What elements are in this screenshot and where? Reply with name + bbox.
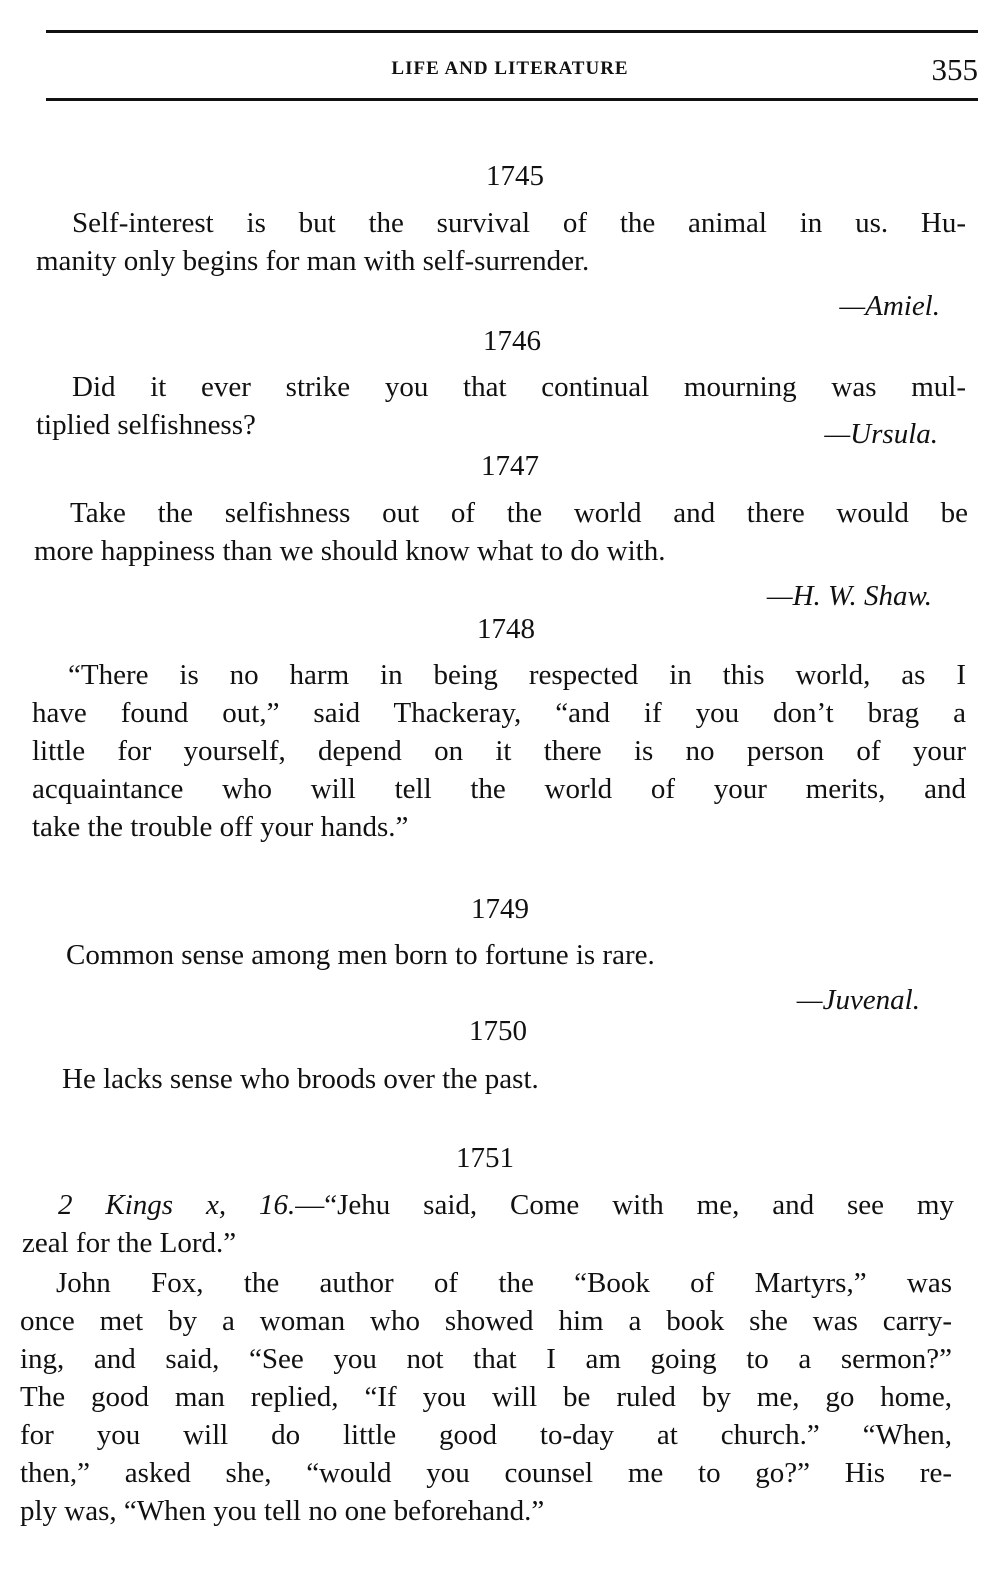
entry-line: Self-interest is but the survival of the animal in us. Hu-: [72, 207, 966, 239]
entry-text-1751-intro: [22, 1186, 954, 1262]
entry-line: tiplied selfishness?: [36, 409, 256, 441]
entry-line: ply was, “When you tell no one beforehand.”: [20, 1495, 545, 1527]
entry-line: “There is no harm in being respected in this world, as I: [68, 659, 966, 691]
attribution-amiel: —Amiel.: [839, 290, 940, 322]
entry-text-1751-story: [20, 1264, 952, 1530]
entry-number-1749: 1749: [471, 893, 529, 925]
entry-text-1748: [32, 656, 966, 846]
attribution-ursula: —Ursula.: [824, 418, 938, 450]
entry-line: [22, 1186, 954, 1224]
entry-text-1747: [34, 494, 968, 570]
entry-text-1750: [26, 1060, 960, 1098]
running-title: LIFE AND LITERATURE: [391, 58, 629, 79]
entry-line: little for yourself, depend on it there is no person of your: [32, 735, 966, 767]
entry-line: zeal for the Lord.”: [22, 1227, 237, 1259]
scripture-reference: 2 Kings x, 16.: [58, 1189, 296, 1221]
entry-line: manity only begins for man with self-surrender.: [36, 245, 590, 277]
entry-line: then,” asked she, “would you counsel me to go?” His re-: [20, 1457, 952, 1489]
entry-line: take the trouble off your hands.”: [32, 811, 409, 843]
entry-number-1746: 1746: [483, 325, 541, 357]
entry-line: acquaintance who will tell the world of your merits, and: [32, 773, 966, 805]
entry-line: He lacks sense who broods over the past.: [62, 1063, 539, 1095]
entry-text-1745: [36, 204, 966, 280]
entry-line: ing, and said, “See you not that I am going to a sermon?”: [20, 1343, 952, 1375]
entry-line: have found out,” said Thackeray, “and if you don’t brag a: [32, 697, 966, 729]
attribution-juvenal: —Juvenal.: [796, 984, 920, 1016]
entry-line: once met by a woman who showed him a book she was carry-: [20, 1305, 952, 1337]
header-rule-bottom: [46, 98, 978, 101]
entry-line: John Fox, the author of the “Book of Martyrs,” was: [56, 1267, 952, 1299]
entry-number-1745: 1745: [486, 160, 544, 192]
page-number: 355: [931, 52, 978, 87]
entry-line: more happiness than we should know what to do with.: [34, 535, 666, 567]
entry-line-text: —“Jehu said, Come with me, and see my: [295, 1189, 954, 1221]
entry-number-1751: 1751: [456, 1142, 514, 1174]
entry-line: Take the selfishness out of the world and there would be: [70, 497, 968, 529]
entry-line: The good man replied, “If you will be ruled by me, go home,: [20, 1381, 952, 1413]
entry-number-1747: 1747: [481, 450, 539, 482]
entry-line: for you will do little good to-day at church.” “When,: [20, 1419, 952, 1451]
header-rule-top: [46, 30, 978, 33]
entry-number-1748: 1748: [477, 613, 535, 645]
entry-line: Did it ever strike you that continual mourning was mul-: [72, 371, 966, 403]
entry-text-1749: [30, 936, 964, 974]
entry-line: Common sense among men born to fortune is rare.: [66, 939, 655, 971]
attribution-shaw: —H. W. Shaw.: [766, 580, 932, 612]
entry-number-1750: 1750: [469, 1015, 527, 1047]
